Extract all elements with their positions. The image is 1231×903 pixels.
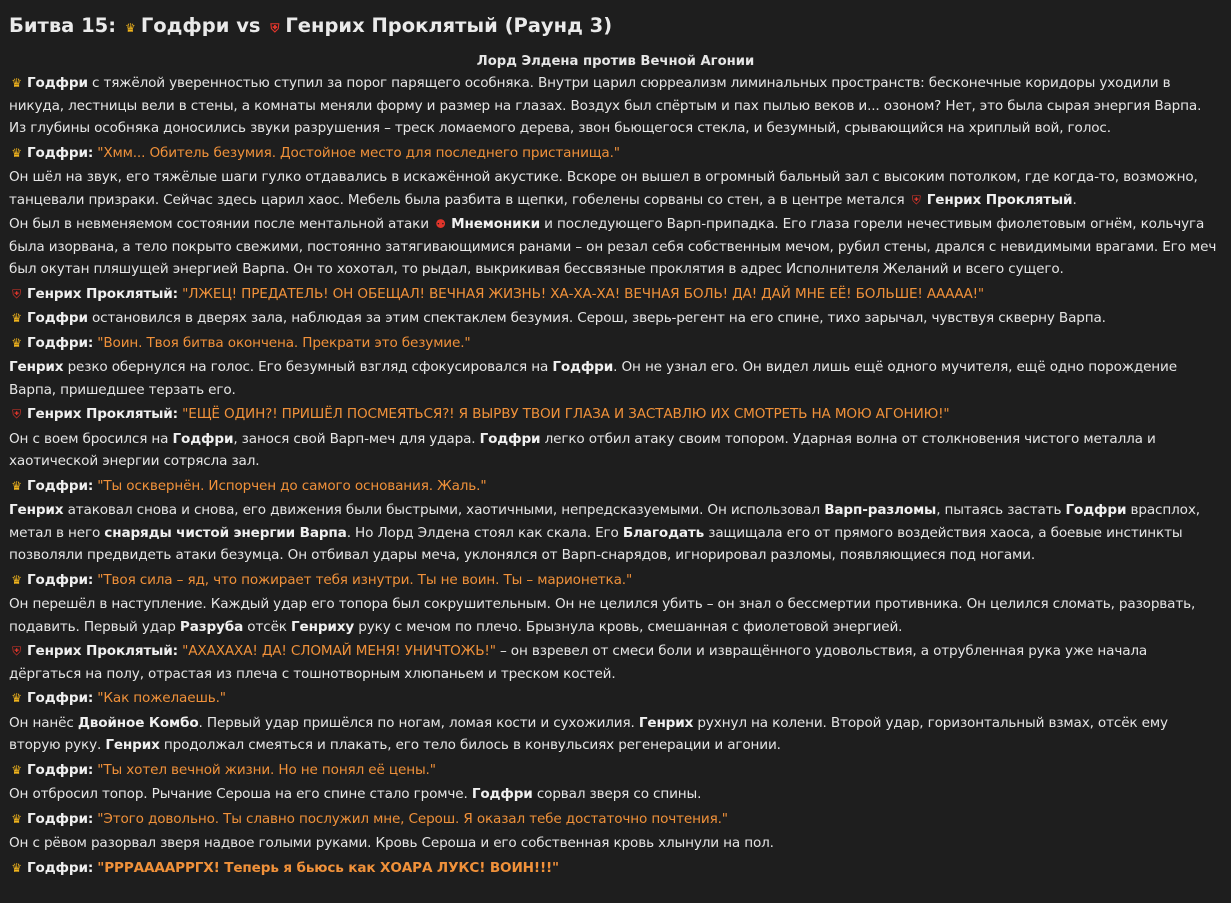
character-name: Мнемоники — [451, 216, 541, 232]
dialogue-line — [9, 475, 1222, 498]
narration-text: отсёк — [243, 618, 292, 635]
page-title — [9, 0, 1222, 44]
title-right-fighter: Генрих Проклятый — [285, 14, 498, 37]
crown-icon: ♛ — [11, 860, 22, 875]
speech-text: "Ты хотел вечной жизни. Но не понял её цены." — [97, 761, 436, 778]
emphasis-term: Двойное Комбо — [77, 714, 199, 731]
crown-icon: ♛ — [124, 21, 136, 35]
character-name: Генрих Проклятый — [926, 191, 1073, 208]
narration-paragraph — [9, 783, 1222, 806]
dialogue-line — [9, 142, 1222, 165]
speech-text: "Твоя сила – яд, что пожирает тебя изнутри. Ты не воин. Ты – марионетка." — [97, 571, 633, 588]
character-name: Годфри — [1065, 502, 1127, 518]
title-round: (Раунд 3) — [504, 14, 613, 37]
narration-paragraph — [9, 166, 1222, 211]
narration-text: , занося свой Варп-меч для удара. — [233, 430, 480, 447]
speaker-name: Годфри: — [27, 334, 94, 351]
character-name: Годфри — [27, 310, 88, 326]
narration-text: с тяжёлой уверенностью ступил за порог парящего особняка. Внутри царил сюрреализм лиминальных пространств: бесконечные коридоры уходили в никуда, лестницы вели в стены, а комнаты меняли форму и размер на глазах. Воздух был спёртым и пах пылью веков и... озоном? Нет, это была сырая энергия Варпа. Из глубины особняка доносились звуки разрушения – треск ломаемого дерева, звон бьющегося стекла, и безумный, срывающийся на хриплый вой, голос. — [9, 75, 1202, 136]
dialogue-line — [9, 332, 1222, 355]
narration-text: остановился в дверях зала, наблюдая за этим спектаклем безумия. Серош, зверь-регент на его спине, тихо зарычал, чувствуя скверну Варпа. — [87, 310, 1106, 326]
speaker-name: Годфри: — [27, 571, 94, 588]
speech-text: "Этого довольно. Ты славно послужил мне, Серош. Я оказал тебе достаточно почтения." — [97, 810, 728, 827]
character-name: Годфри — [172, 430, 234, 447]
speech-text: "Как пожелаешь." — [97, 690, 226, 706]
narration-text: Он был в невменяемом состоянии после ментальной атаки — [9, 216, 434, 232]
speaker-name: Годфри: — [27, 144, 94, 161]
speaker-name: Годфри: — [27, 690, 94, 706]
speech-text: "ЛЖЕЦ! ПРЕДАТЕЛЬ! ОН ОБЕЩАЛ! ВЕЧНАЯ ЖИЗНЬ! ХА-ХА-ХА! ВЕЧНАЯ БОЛЬ! ДА! ДАЙ МНЕ ЕЁ! БОЛЬШЕ! ААААА!" — [182, 285, 985, 302]
crown-icon: ♛ — [11, 691, 22, 705]
character-name: Генриху — [291, 618, 355, 635]
character-name: Генрих — [9, 502, 64, 518]
speaker-name: Годфри: — [27, 810, 94, 827]
battle-subtitle: Лорд Элдена против Вечной Агонии — [476, 54, 755, 69]
shield-icon: ⛨ — [12, 644, 21, 658]
narration-text: и последующего Варп-припадка. Его глаза горели нечестивым фиолетовым огнём, кольчуга была изорвана, а тело покрыто свежими, постоянно затягивающимися ранами – он резал себя собственным мечом, рубил стены, дрался с невидимыми врагами. Его меч был окутан пляшущей энергией Варпа. Он то хохотал, то рыдал, выкрикивая бессвязные проклятия в адрес Исполнителя Желаний и всего сущего. — [9, 216, 1217, 277]
narration-text: . Первый удар пришёлся по ногам, ломая кости и сухожилия. — [198, 714, 639, 731]
crown-icon: ♛ — [11, 145, 22, 160]
character-name: Годфри — [479, 430, 541, 447]
narration-text: руку с мечом по плечо. Брызнула кровь, смешанная с фиолетовой энергией. — [354, 618, 903, 635]
crown-icon: ♛ — [11, 762, 22, 777]
speaker-name: Годфри — [27, 75, 88, 91]
speech-text: "Хмм... Обитель безумия. Достойное место для последнего пристанища." — [97, 144, 620, 161]
narration-text: легко отбил атаку своим топором. Ударная волна от столкновения чистого металла и хаотической энергии сотрясла зал. — [9, 430, 1156, 469]
emphasis-term: Благодать — [622, 524, 705, 541]
title-left-fighter: Годфри — [140, 14, 230, 37]
narration-text: Он отбросил топор. Рычание Сероша на его спине стало громче. — [9, 786, 472, 802]
narration-paragraph — [9, 307, 1222, 330]
crown-icon: ♛ — [11, 335, 22, 350]
speaker-name: Генрих Проклятый: — [27, 285, 178, 302]
narration-text: атаковал снова и снова, его движения были быстрыми, хаотичными, непредсказуемыми. Он использовал — [63, 502, 825, 518]
character-name: Генрих — [9, 359, 64, 375]
narration-paragraph — [9, 499, 1222, 567]
narration-text: Он с рёвом разорвал зверя надвое голыми руками. Кровь Сероша и его собственная кровь хлынули на пол. — [9, 835, 774, 851]
speech-text: "ЕЩЁ ОДИН?! ПРИШЁЛ ПОСМЕЯТЬСЯ?! Я ВЫРВУ ТВОИ ГЛАЗА И ЗАСТАВЛЮ ИХ СМОТРЕТЬ НА МОЮ АГОНИЮ!" — [182, 406, 950, 422]
character-name: Годфри — [471, 786, 533, 802]
narration-text: Он шёл на звук, его тяжёлые шаги гулко отдавались в искажённой акустике. Вскоре он вышел в огромный бальный зал с высоким потолком, где когда-то, возможно, танцевали призраки. Сейчас здесь царил хаос. Мебель была разбита в щепки, гобелены сорваны со стен, а в центре метался — [9, 169, 1198, 208]
narration-text: . — [1072, 191, 1077, 208]
character-name: Годфри — [552, 359, 614, 375]
dialogue-line — [9, 857, 1222, 880]
narration-text: . Но Лорд Элдена стоял как скала. Его — [346, 524, 623, 541]
speaker-name: Годфри: — [27, 859, 94, 876]
narration-text: – он взревел от смеси боли и извращённого удовольствия, а отрубленная рука уже начала дёргаться на полу, отрастая из плеча с тошнотворным хлюпаньем и треском костей. — [9, 643, 1148, 682]
speech-text: "Воин. Твоя битва окончена. Прекрати это безумие." — [97, 334, 471, 351]
crown-icon: ♛ — [11, 572, 22, 587]
dialogue-line — [9, 283, 1222, 306]
dialogue-line — [9, 569, 1222, 592]
speech-text: "АХАХАХА! ДА! СЛОМАЙ МЕНЯ! УНИЧТОЖЬ!" — [182, 643, 496, 659]
narration-text: врасплох, метал в него — [9, 502, 1200, 541]
narration-text: резко обернулся на голос. Его безумный взгляд сфокусировался на — [63, 359, 553, 375]
narration-paragraph — [9, 213, 1222, 281]
shield-icon: ⛨ — [12, 407, 21, 421]
dialogue-line — [9, 759, 1222, 782]
speaker-name: Годфри: — [27, 477, 94, 494]
character-name: Генрих — [638, 714, 694, 731]
emphasis-term: Разруба — [179, 618, 244, 635]
dialogue-line — [9, 403, 1222, 426]
emphasis-term: Варп-разломы — [824, 502, 937, 518]
title-vs: vs — [236, 14, 261, 37]
narration-paragraph — [9, 428, 1222, 473]
shield-icon: ⛨ — [911, 192, 921, 207]
speaker-name: Генрих Проклятый: — [27, 406, 178, 422]
narration-text: , пытаясь застать — [936, 502, 1066, 518]
title-prefix: Битва 15: — [9, 14, 117, 37]
narration-paragraph — [9, 356, 1222, 401]
crown-icon: ♛ — [11, 811, 22, 826]
narration-text: рухнул на колени. Второй удар, горизонтальный взмах, отсёк ему вторую руку. — [9, 714, 1168, 753]
narration-text: сорвал зверя со спины. — [532, 786, 702, 802]
crown-icon: ♛ — [11, 76, 22, 90]
dialogue-line — [9, 640, 1222, 685]
narration-text: Он нанёс — [9, 714, 78, 731]
narration-text: продолжал смеяться и плакать, его тело билось в конвульсиях регенерации и агонии. — [159, 737, 781, 753]
speech-text: "РРРААААРРГХ! Теперь я бьюсь как ХОАРА ЛУКС! ВОИН!!!" — [97, 859, 559, 876]
emphasis-term: снаряды чистой энергии Варпа — [104, 524, 347, 541]
speaker-name: Генрих Проклятый: — [27, 643, 178, 659]
speaker-name: Годфри: — [27, 761, 94, 778]
narration-text: . Он не узнал его. Он видел лишь ещё одного мучителя, ещё одно порождение Варпа, пришедшее терзать его. — [9, 359, 1177, 398]
crown-icon: ♛ — [11, 311, 22, 325]
narration-paragraph — [9, 593, 1222, 638]
character-name: Генрих — [105, 737, 160, 753]
narration-paragraph — [9, 712, 1222, 757]
speech-text: "Ты осквернён. Испорчен до самого основания. Жаль." — [97, 477, 487, 494]
narration-text: защищала его от прямого воздействия хаоса, а боевые инстинкты позволяли предвидеть атаки безумца. Он отбивал удары меча, уклонялся от Варп-снарядов, игнорировал разломы, появляющиеся под ногами. — [9, 524, 1183, 563]
narration-text: Он с воем бросился на — [9, 430, 173, 447]
dialogue-line — [9, 687, 1222, 710]
narration-paragraph — [9, 832, 1222, 855]
shield-icon: ⛨ — [270, 21, 280, 35]
narration-text: Он перешёл в наступление. Каждый удар его топора был сокрушительным. Он не целился убить – он знал о бессмертии противника. Он целился сломать, разорвать, подавить. Первый удар — [9, 596, 1196, 635]
dialogue-line — [9, 808, 1222, 831]
demon-icon: ⚉ — [435, 217, 446, 231]
shield-icon: ⛨ — [12, 286, 21, 301]
narration-paragraph — [9, 72, 1222, 140]
crown-icon: ♛ — [11, 478, 22, 493]
